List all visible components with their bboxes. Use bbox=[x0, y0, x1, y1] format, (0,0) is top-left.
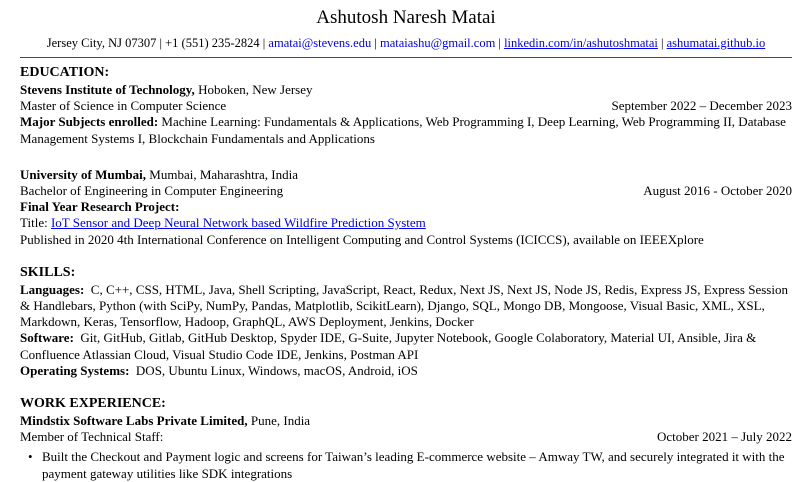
majors-line bbox=[20, 114, 792, 146]
contact-separator: | bbox=[498, 36, 501, 50]
contact-separator: | bbox=[374, 36, 377, 50]
degree-row bbox=[20, 183, 792, 199]
work-bullet-text: Built the Checkout and Payment logic and screens for Taiwan’s leading E-commerce website – Amway TW, and securely integrated it with the payment gateway utilities like SDK integrations bbox=[42, 449, 785, 481]
email-gmail-link[interactable]: mataiashu@gmail.com bbox=[379, 36, 496, 50]
os-line bbox=[20, 363, 792, 379]
work-experience-block bbox=[20, 413, 792, 482]
section-heading-work-experience: WORK EXPERIENCE: bbox=[20, 396, 166, 412]
software-line bbox=[20, 330, 792, 362]
company-location: Pune, India bbox=[250, 413, 311, 429]
section-heading-education: EDUCATION: bbox=[20, 65, 110, 80]
school-line bbox=[20, 167, 792, 183]
school-location: Hoboken, New Jersey bbox=[198, 82, 313, 97]
wildfire-paper-link[interactable]: IoT Sensor and Deep Neural Network based Wildfire Prediction System bbox=[50, 215, 426, 231]
title-label: Title: bbox=[20, 215, 48, 231]
header-divider bbox=[20, 57, 792, 58]
page-title: Ashutosh Naresh Matai bbox=[316, 7, 496, 28]
majors-list: Machine Learning: Fundamentals & Applications, Web Programming I, Deep Learning, Web Programming II, Database Management Systems I, Blockchain Fundamentals and Applications bbox=[20, 114, 786, 146]
majors-label: Major Subjects enrolled: bbox=[20, 114, 159, 130]
section-heading-skills: SKILLS: bbox=[20, 264, 76, 280]
software-label: Software: bbox=[20, 330, 74, 346]
os-label: Operating Systems: bbox=[20, 362, 130, 378]
school-name: University of Mumbai, bbox=[20, 166, 147, 182]
bullet-icon: • bbox=[28, 449, 33, 465]
languages-line bbox=[20, 282, 792, 331]
degree-dates: August 2016 - October 2020 bbox=[643, 183, 792, 199]
languages-list: C, C++, CSS, HTML, Java, Shell Scripting, JavaScript, React, Redux, Next JS, Next JS, Node JS, Redis, Express JS, Express Session & Handlebars, Python (with SciPy, NumPy, Pandas, Matplotlib, ScikitLearn), Django, SQL, Mongo DB, Mongoose, Visual Basic, XML, XSL, Markdown, Keras, Tensorflow, Hadoop, GraphQL, AWS Deployment, Jenkins, Docker bbox=[20, 281, 788, 330]
os-list: DOS, Ubuntu Linux, Windows, macOS, Android, iOS bbox=[132, 362, 418, 378]
company-name: Mindstix Software Labs Private Limited, bbox=[20, 413, 248, 429]
role-title: Member of Technical Staff: bbox=[20, 429, 164, 445]
school-line bbox=[20, 82, 792, 98]
education-stevens-block bbox=[20, 82, 792, 147]
contact-separator: | bbox=[660, 36, 664, 50]
work-bullet-item bbox=[20, 449, 792, 481]
research-project-label: Final Year Research Project: bbox=[20, 199, 180, 215]
software-list: Git, GitHub, Gitlab, GitHub Desktop, Spyder IDE, G-Suite, Jupyter Notebook, Google Colaboratory, Material UI, Ansible, Jira & Confluence Atlassian Cloud, Visual Studio Code IDE, Jenkins, Postman API bbox=[20, 330, 757, 362]
project-title-line bbox=[20, 215, 792, 231]
publication-line: Published in 2020 4th International Conference on Intelligent Computing and Control Systems (ICICCS), available on IEEEXplore bbox=[20, 231, 704, 247]
website-link[interactable]: ashumatai.github.io bbox=[666, 36, 766, 50]
role-row bbox=[20, 429, 792, 445]
skills-block bbox=[20, 282, 792, 379]
degree-dates: September 2022 – December 2023 bbox=[611, 98, 792, 114]
school-name: Stevens Institute of Technology, bbox=[20, 82, 195, 97]
languages-label: Languages: bbox=[20, 281, 85, 297]
degree-name: Master of Science in Computer Science bbox=[20, 98, 227, 114]
company-line bbox=[20, 413, 792, 429]
linkedin-link[interactable]: linkedin.com/in/ashutoshmatai bbox=[504, 36, 658, 50]
school-location: Mumbai, Maharashtra, India bbox=[149, 166, 299, 182]
degree-row bbox=[20, 98, 792, 114]
email-stevens-link[interactable]: amatai@stevens.edu bbox=[268, 36, 372, 50]
degree-name: Bachelor of Engineering in Computer Engineering bbox=[20, 183, 284, 199]
role-dates: October 2021 – July 2022 bbox=[656, 429, 792, 445]
contact-line bbox=[20, 36, 792, 51]
education-mumbai-block bbox=[20, 167, 792, 248]
research-project-label-line bbox=[20, 199, 792, 215]
contact-location-phone: Jersey City, NJ 07307 | +1 (551) 235-2824 | bbox=[46, 36, 266, 50]
